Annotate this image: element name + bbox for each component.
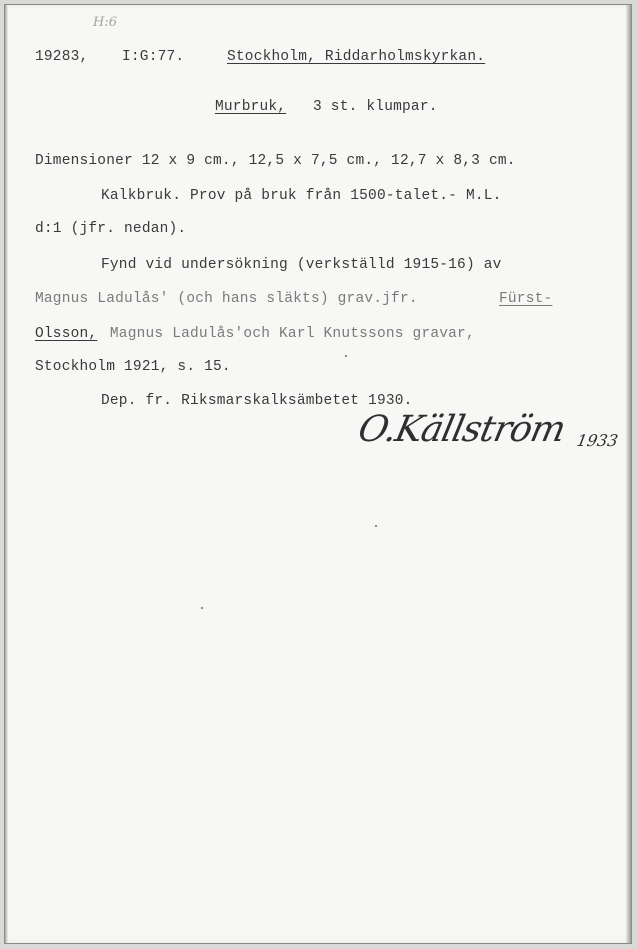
signature-name: O.Källström [354, 409, 569, 450]
deposit-line: Dep. fr. Riksmarskalksämbetet 1930. [101, 393, 413, 409]
pencil-mark: H:6 [93, 15, 117, 30]
card-right-edge [626, 5, 631, 943]
signature-year: 1933 [575, 431, 620, 450]
object-quantity: 3 st. klumpar. [313, 99, 438, 115]
signature [354, 409, 629, 469]
catalog-number: 19283, [35, 49, 89, 65]
catalog-card [4, 4, 632, 944]
paper-speck [201, 607, 203, 609]
object-type: Murbruk, [215, 99, 287, 115]
reference-author: Fürst- [499, 291, 553, 307]
card-left-edge [5, 5, 8, 943]
reference-title: Magnus Ladulås'och Karl Knutssons gravar, [101, 326, 475, 342]
reference-author-cont: Olsson, [35, 326, 98, 342]
description-line-4: Magnus Ladulås' (och hans släkts) grav.jfr. [35, 291, 427, 307]
paper-speck [345, 355, 347, 357]
reference-place: Stockholm 1921, s. 15. [35, 359, 231, 375]
description-line-3: Fynd vid undersökning (verkställd 1915-16) av [101, 257, 502, 273]
description-line-2: d:1 (jfr. nedan). [35, 221, 187, 237]
find-location: Stockholm, Riddarholmskyrkan. [227, 49, 486, 65]
dimensions-line: Dimensioner 12 x 9 cm., 12,5 x 7,5 cm., 12,7 x 8,3 cm. [35, 153, 516, 169]
classification-code: I:G:77. [122, 49, 185, 65]
description-line-1: Kalkbruk. Prov på bruk från 1500-talet.- M.L. [101, 188, 502, 204]
paper-speck [375, 525, 377, 527]
